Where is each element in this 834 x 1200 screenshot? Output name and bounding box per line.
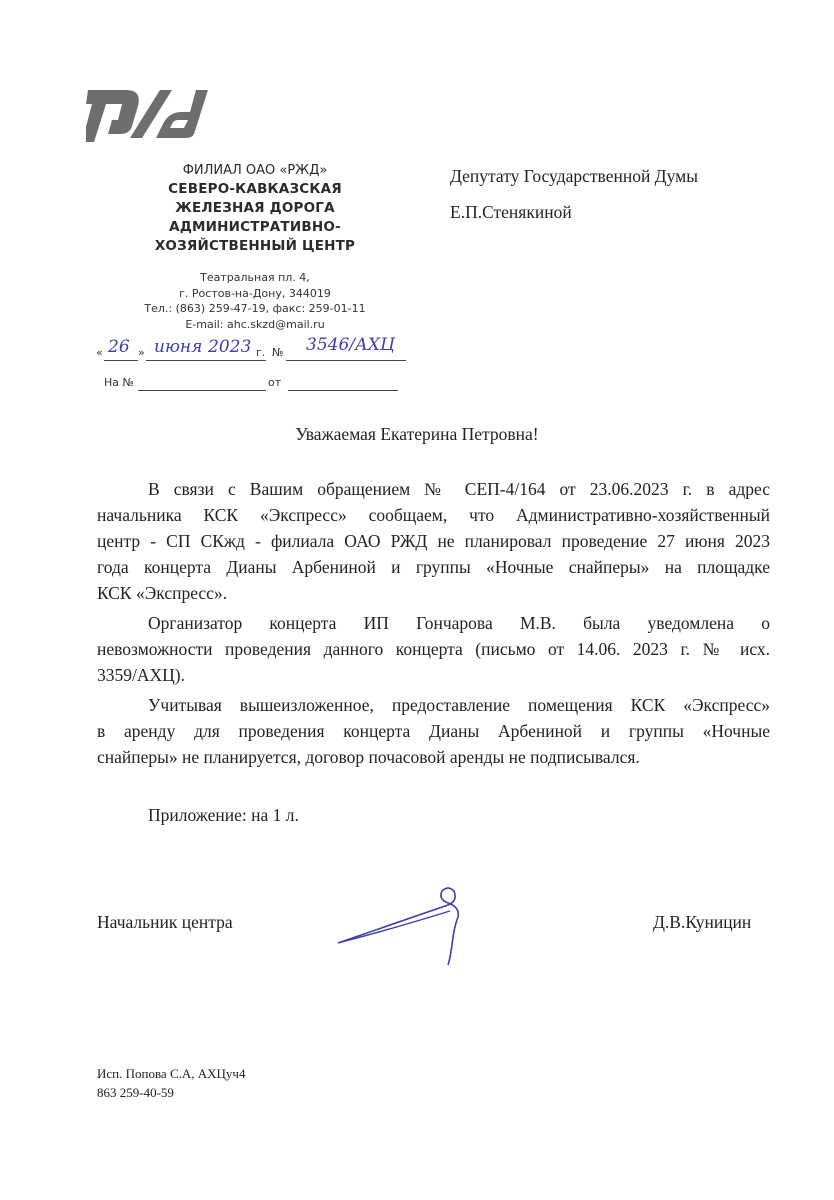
signature: [330, 885, 480, 975]
org-branch: ФИЛИАЛ ОАО «РЖД»: [182, 163, 328, 178]
paragraph-line: КСК «Экспресс».: [97, 583, 228, 603]
paragraph-line: в аренду для проведения концерта Дианы Арбениной и группы «Ночные: [97, 721, 770, 741]
paragraph-line: Организатор концерта ИП Гончарова М.В. была уведомлена о: [148, 613, 770, 633]
address-line: Тел.: (863) 259-47-19, факс: 259-01-11: [144, 302, 366, 315]
paragraph-line: начальника КСК «Экспресс» сообщаем, что Административно-хозяйственный: [97, 505, 770, 525]
signer-name: Д.В.Куницин: [653, 912, 752, 932]
org-line: АДМИНИСТРАТИВНО-: [169, 219, 341, 235]
date-month: июня: [154, 337, 203, 357]
recipient-title: Депутату Государственной Думы: [450, 166, 698, 186]
paragraph-line: В связи с Вашим обращением № СЕП-4/164 от 23.06.2023 г. в адрес: [148, 479, 770, 499]
outgoing-date-number: [96, 334, 426, 364]
paragraph-line: центр - СП СКжд - филиала ОАО РЖД не планировал проведение 27 июня 2023: [97, 531, 770, 551]
paragraph-line: 3359/АХЦ).: [97, 665, 185, 685]
incoming-reference: [104, 376, 404, 396]
rzd-logo: [86, 86, 210, 142]
attachment-note: Приложение: на 1 л.: [148, 805, 299, 825]
organization-address: [110, 270, 400, 332]
organization-name: [130, 162, 380, 256]
date-day: 26: [108, 337, 130, 357]
address-line: г. Ростов-на-Дону, 344019: [179, 286, 331, 300]
salutation: Уважаемая Екатерина Петровна!: [295, 424, 539, 444]
paragraph: [97, 476, 770, 606]
date-year: 2023: [208, 337, 252, 357]
year-suffix: г.: [256, 346, 266, 359]
letter-body: [97, 476, 770, 774]
org-line: ХОЗЯЙСТВЕННЫЙ ЦЕНТР: [154, 238, 356, 254]
paragraph: [97, 610, 770, 688]
recipient-name: Е.П.Стенякиной: [450, 202, 572, 222]
close-quote: »: [138, 346, 145, 359]
address-line: E-mail: ahc.skzd@mail.ru: [185, 317, 325, 331]
paragraph-line: Учитывая вышеизложенное, предоставление помещения КСК «Экспресс»: [148, 695, 770, 715]
open-quote: «: [96, 346, 103, 359]
executor-phone: 863 259-40-59: [97, 1085, 174, 1100]
address-line: Театральная пл. 4,: [200, 271, 310, 284]
paragraph-line: снайперы» не планируется, договор почасовой аренды не подписывался.: [97, 747, 640, 767]
paragraph-line: невозможности проведения данного концерта (письмо от 14.06. 2023 г. № исх.: [97, 639, 770, 659]
outgoing-number: 3546/АХЦ: [306, 335, 395, 355]
incoming-from-label: от: [268, 376, 282, 389]
executor-info: [97, 1064, 245, 1102]
executor-name: Исп. Попова С.А, АХЦуч4: [97, 1066, 246, 1081]
number-label: №: [272, 346, 284, 359]
org-line: ЖЕЛЕЗНАЯ ДОРОГА: [175, 200, 335, 216]
incoming-number-label: На №: [104, 376, 134, 389]
recipient: [450, 158, 698, 230]
paragraph: [97, 692, 770, 770]
paragraph-line: года концерта Дианы Арбениной и группы «Ночные снайперы» на площадке: [97, 557, 770, 577]
org-line: СЕВЕРО-КАВКАЗСКАЯ: [168, 181, 342, 197]
signer-position: Начальник центра: [97, 912, 233, 932]
